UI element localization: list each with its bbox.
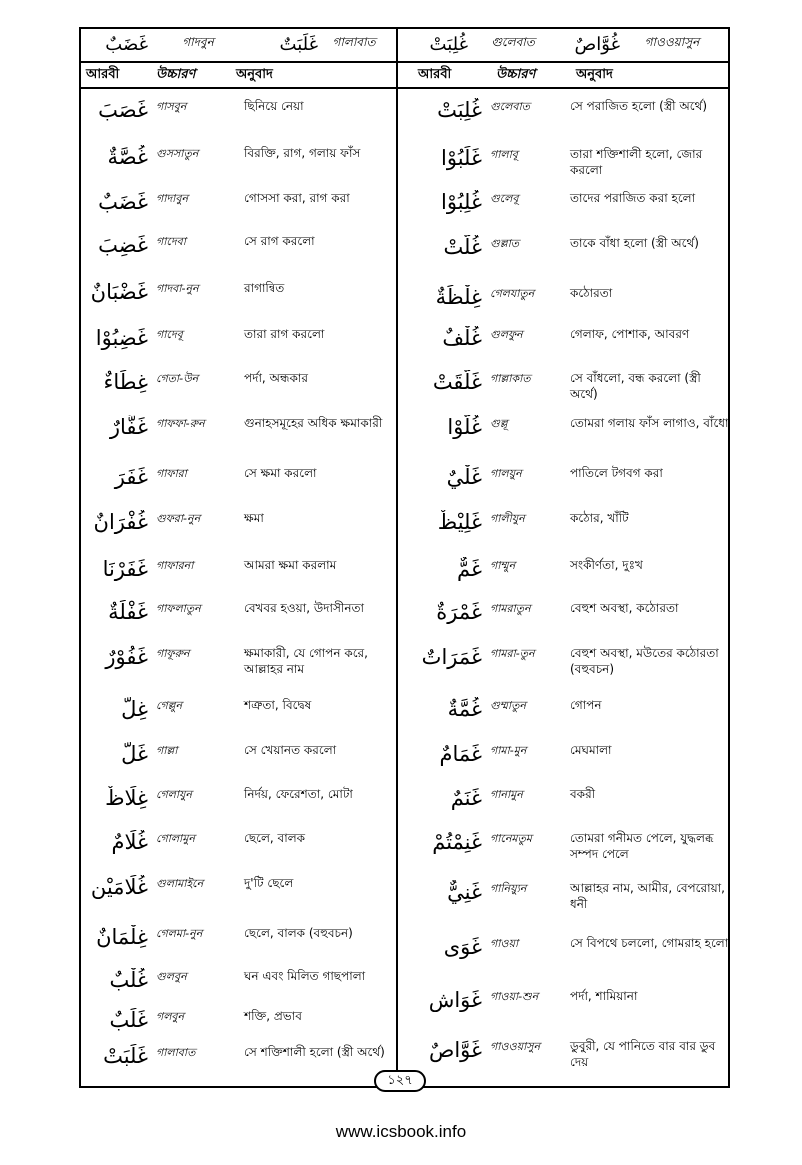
entry-pronunciation: গুল্লাত	[490, 237, 520, 250]
entry-meaning: তোমরা গনীমত পেলে, যুদ্ধলব্ধ সম্পদ পেলে	[570, 831, 714, 861]
entry-meaning: গেলাফ, পোশাক, আবরণ	[570, 327, 690, 341]
entry-arabic: غِلْظَةٌ	[435, 285, 482, 309]
colhead-meaning: অনুবাদ	[576, 66, 613, 82]
entry-meaning: ক্ষমাকারী, যে গোপন করে, আল্লাহর নাম	[244, 646, 368, 676]
dictionary-entry	[404, 235, 730, 259]
entry-meaning: পর্দা, অন্ধকার	[244, 371, 308, 385]
entry-meaning: সে পরাজিত হলো (স্ত্রী অর্থে)	[570, 99, 708, 113]
entry-pronunciation: গুফরা-নুন	[156, 512, 201, 525]
entry-meaning: তোমরা গলায় ফাঁস লাগাও, বাঁধো	[570, 416, 729, 430]
entry-pronunciation: গেল্লুন	[156, 699, 183, 712]
entry-meaning: শত্রুতা, বিদ্বেষ	[244, 698, 312, 712]
dictionary-entry	[86, 280, 394, 304]
running-header-left	[86, 27, 392, 61]
dictionary-entry	[86, 415, 394, 439]
header-right-arabic: غُلِبَتْ	[429, 33, 468, 55]
dictionary-entry	[86, 233, 394, 257]
entry-arabic: غِلَاظٌ	[105, 786, 148, 810]
entry-arabic: غَضِبُوْا	[95, 326, 148, 350]
entry-arabic: غُلَّتْ	[443, 235, 482, 259]
entry-arabic: غُلْبٌ	[109, 968, 148, 992]
dictionary-entry	[404, 285, 730, 309]
entry-pronunciation: গাম্মুন	[490, 559, 516, 572]
entry-meaning: তারা শক্তিশালী হলো, জোর করলো	[570, 147, 703, 177]
entry-meaning: সে বিপথে চললো, গোমরাহ হলো	[570, 936, 729, 950]
dictionary-entry	[404, 600, 730, 624]
colhead-arabic: আরবী	[86, 66, 120, 82]
dictionary-entry	[404, 190, 730, 214]
header-left-pron2: গালাবাত	[332, 35, 376, 49]
entry-pronunciation: গাফারনা	[156, 559, 194, 572]
entry-arabic: غُلُّوْا	[447, 415, 482, 439]
dictionary-entry	[404, 146, 730, 178]
dictionary-entry	[86, 370, 394, 394]
entry-pronunciation: গাল্লা	[156, 744, 178, 757]
entry-meaning: ছেলে, বালক (বহুবচন)	[244, 926, 353, 940]
entry-pronunciation: গাওওয়াসুন	[490, 1040, 541, 1053]
entry-pronunciation: গামরা-তুন	[490, 647, 535, 660]
entry-arabic: غَلَّ	[121, 742, 148, 766]
entry-meaning: ছেলে, বালক	[244, 831, 306, 845]
dictionary-entry	[404, 465, 730, 489]
entry-pronunciation: গাদাবুন	[156, 192, 189, 205]
dictionary-entry	[86, 742, 394, 766]
entry-meaning: ক্ষমা	[244, 511, 264, 525]
entry-arabic: غَفَرْنَا	[102, 557, 148, 581]
colhead-meaning: অনুবাদ	[236, 66, 273, 82]
dictionary-entry	[404, 510, 730, 534]
entry-meaning: গোসসা করা, রাগ করা	[244, 191, 350, 205]
header-left-arabic: غَضَبٌ	[105, 33, 148, 55]
dictionary-entry	[86, 98, 394, 122]
entry-meaning: ঘন এবং মিলিত গাছপালা	[244, 969, 366, 983]
entry-pronunciation: গুসসাতুন	[156, 147, 199, 160]
entry-pronunciation: গাফূরুন	[156, 647, 190, 660]
entry-arabic: غَنِيٌّ	[447, 880, 482, 904]
colhead-left	[86, 64, 273, 86]
dictionary-entry	[86, 697, 394, 721]
entry-pronunciation: গেলযাতুন	[490, 287, 535, 300]
entry-meaning: কঠোর, খাঁটি	[570, 511, 629, 525]
dictionary-entry	[86, 968, 394, 992]
entry-arabic: غُلَامٌ	[111, 830, 148, 854]
entry-meaning: গুনাহসমূহের অধিক ক্ষমাকারী	[244, 416, 383, 430]
dictionary-entry	[86, 557, 394, 581]
entry-meaning: দু'টি ছেলে	[244, 876, 294, 890]
entry-pronunciation: গুলেবাত	[490, 100, 530, 113]
dictionary-entry	[404, 697, 730, 721]
dictionary-entry	[86, 1044, 394, 1068]
entry-meaning: আমরা ক্ষমা করলাম	[244, 558, 337, 572]
entry-meaning: বিরক্তি, রাগ, গলায় ফাঁস	[244, 146, 361, 160]
header-left-pron: গাদবুন	[182, 35, 214, 49]
footer-url[interactable]: www.icsbook.info	[335, 1122, 467, 1141]
dictionary-entry	[86, 875, 394, 899]
entry-pronunciation: গানেমতুম	[490, 832, 532, 845]
entry-meaning: বকরী	[570, 787, 596, 801]
entry-pronunciation: গলবুন	[156, 1010, 185, 1023]
entry-arabic: غَصَبَ	[98, 98, 148, 122]
entry-meaning: সে ক্ষমা করলো	[244, 466, 317, 480]
entry-pronunciation: গাল্লাকাত	[490, 372, 531, 385]
dictionary-entry	[404, 326, 730, 350]
entry-meaning: ছিনিয়ে নেয়া	[244, 99, 304, 113]
entry-arabic: غَنَمٌ	[450, 786, 482, 810]
dictionary-entry	[86, 786, 394, 810]
entry-arabic: غُلِبَتْ	[437, 98, 482, 122]
entry-arabic: غَلَبٌ	[109, 1008, 148, 1032]
entry-meaning: আল্লাহর নাম, আমীর, বেপরোয়া, ধনী	[570, 881, 725, 911]
entry-arabic: غَلَبُوْا	[441, 146, 482, 170]
entry-meaning: সে শক্তিশালী হলো (স্ত্রী অর্থে)	[244, 1045, 385, 1059]
entry-meaning: সংকীর্ণতা, দুঃখ	[570, 558, 643, 572]
entry-arabic: غَضَبٌ	[98, 190, 148, 214]
entry-pronunciation: গাওয়া-শুন	[490, 990, 539, 1003]
entry-arabic: غَلَّقَتْ	[432, 370, 482, 394]
entry-arabic: غَمَرَاتٌ	[421, 645, 482, 669]
entry-pronunciation: গাফফা-রুন	[156, 417, 205, 430]
entry-arabic: غِلْمَانٌ	[96, 925, 148, 949]
dictionary-entry	[86, 190, 394, 214]
entry-pronunciation: গুম্মাতুন	[490, 699, 526, 712]
entry-pronunciation: গাসবুন	[156, 100, 187, 113]
dictionary-entry	[86, 645, 394, 677]
entry-meaning: কঠোরতা	[570, 286, 613, 300]
entry-pronunciation: গালাবূ	[490, 148, 518, 161]
colhead-right	[418, 64, 613, 86]
dictionary-entry	[404, 935, 730, 959]
entry-pronunciation: গাদেবূ	[156, 328, 183, 341]
dictionary-entry	[404, 786, 730, 810]
dictionary-entry	[86, 925, 394, 949]
entry-arabic: غَوَاشٍ	[428, 988, 482, 1012]
entry-pronunciation: গেতা-উন	[156, 372, 199, 385]
entry-pronunciation: গাফলাতুন	[156, 602, 201, 615]
entry-arabic: غُفْرَانٌ	[93, 510, 148, 534]
dictionary-entry	[404, 880, 730, 912]
entry-arabic: غَفُوْرٌ	[105, 645, 148, 669]
entry-pronunciation: গাদেবা	[156, 235, 186, 248]
entry-arabic: غِلٌّ	[121, 697, 148, 721]
entry-pronunciation: গুলফুন	[490, 328, 523, 341]
entry-arabic: غَمَامٌ	[439, 742, 482, 766]
entry-arabic: غَوَى	[443, 935, 482, 959]
dictionary-entry	[404, 645, 730, 677]
entry-arabic: غُمَّةٌ	[447, 697, 482, 721]
dictionary-entry	[404, 742, 730, 766]
entry-meaning: বেহুশ অবস্থা, মউতের কঠোরতা (বহুবচন)	[570, 646, 719, 676]
dictionary-entry	[86, 830, 394, 854]
running-header-right	[402, 27, 726, 61]
entry-meaning: ডুবুরী, যে পানিতে বার বার ডুব দেয়	[570, 1039, 716, 1069]
entry-pronunciation: গেলাযুন	[156, 788, 192, 801]
dictionary-entry	[404, 98, 730, 122]
entry-arabic: غُلَامَيْنِ	[90, 875, 148, 899]
dictionary-entry	[404, 415, 730, 439]
entry-arabic: غَنِمْتُمْ	[432, 830, 482, 854]
entry-pronunciation: গাফারা	[156, 467, 187, 480]
entry-pronunciation: গামা-মুন	[490, 744, 527, 757]
entry-arabic: غَضِبَ	[98, 233, 148, 257]
entry-pronunciation: গুলেবূ	[490, 192, 519, 205]
colhead-rule	[79, 87, 730, 89]
column-divider	[396, 27, 398, 1088]
entry-arabic: غَفَرَ	[114, 465, 148, 489]
entry-meaning: সে রাগ করলো	[244, 234, 315, 248]
header-right-arabic2: غُوَّاصٌ	[574, 33, 620, 55]
entry-arabic: غَلِيْظٌ	[437, 510, 482, 534]
entry-arabic: غُصَّةٌ	[107, 145, 148, 169]
entry-meaning: মেঘমালা	[570, 743, 612, 757]
entry-pronunciation: গুল্লূ	[490, 417, 508, 430]
entry-arabic: غَلْيٌ	[446, 465, 482, 489]
entry-arabic: غَضْبَانٌ	[90, 280, 148, 304]
entry-meaning: বেখবর হওয়া, উদাসীনতা	[244, 601, 364, 615]
header-right-pron: গুলেবাত	[491, 35, 535, 49]
entry-meaning: সে বাঁধলো, বন্ধ করলো (স্ত্রী অর্থে)	[570, 371, 701, 401]
dictionary-entry	[404, 1038, 730, 1070]
dictionary-entry	[86, 510, 394, 534]
entry-pronunciation: গালীযুন	[490, 512, 525, 525]
entry-arabic: غُلِبُوْا	[441, 190, 482, 214]
header-right-pron2: গাওওয়াসুন	[644, 35, 700, 49]
entry-arabic: غَفَّارٌ	[109, 415, 148, 439]
entry-pronunciation: গামরাতুন	[490, 602, 531, 615]
entry-meaning: রাগান্বিত	[244, 281, 285, 295]
header-left-arabic2: غَلَبَتٌ	[279, 33, 318, 55]
entry-meaning: তাকে বাঁধা হলো (স্ত্রী অর্থে)	[570, 236, 699, 250]
entry-arabic: غِطَاءٌ	[103, 370, 148, 394]
header-rule	[79, 61, 730, 63]
entry-arabic: غَمْرَةٌ	[436, 600, 482, 624]
entry-arabic: غَفْلَةٌ	[108, 600, 148, 624]
entry-pronunciation: গুলামাইনে	[156, 877, 204, 890]
entry-meaning: তাদের পরাজিত করা হলো	[570, 191, 696, 205]
entry-meaning: পাতিলে টগবগ করা	[570, 466, 663, 480]
entry-arabic: غَوَّاصٌ	[428, 1038, 482, 1062]
dictionary-entry	[86, 1008, 394, 1032]
entry-pronunciation: গালয়ুন	[490, 467, 522, 480]
entry-pronunciation: গানিয়্যুন	[490, 882, 527, 895]
entry-pronunciation: গাওয়া	[490, 937, 519, 950]
entry-pronunciation: গানামুন	[490, 788, 523, 801]
entry-arabic: غَمٌّ	[457, 557, 482, 581]
colhead-pron: উচ্চারণ	[156, 66, 196, 82]
entry-meaning: গোপন	[570, 698, 602, 712]
page-number: ১২৭	[374, 1070, 426, 1092]
entry-arabic: غُلْفٌ	[442, 326, 482, 350]
entry-meaning: পর্দা, শামিয়ানা	[570, 989, 638, 1003]
entry-meaning: শক্তি, প্রভাব	[244, 1009, 302, 1023]
entry-pronunciation: গুলবুন	[156, 970, 187, 983]
dictionary-entry	[404, 830, 730, 862]
entry-meaning: বেহুশ অবস্থা, কঠোরতা	[570, 601, 679, 615]
dictionary-entry	[404, 370, 730, 402]
entry-meaning: সে খেয়ানত করলো	[244, 743, 337, 757]
entry-pronunciation: গালাবাত	[156, 1046, 196, 1059]
entry-pronunciation: গেলমা-নুন	[156, 927, 203, 940]
entry-pronunciation: গাদবা-নুন	[156, 282, 199, 295]
colhead-arabic: আরবী	[418, 66, 452, 82]
dictionary-entry	[86, 600, 394, 624]
entry-pronunciation: গোলামুন	[156, 832, 195, 845]
colhead-pron: উচ্চারণ	[496, 66, 536, 82]
dictionary-entry	[86, 326, 394, 350]
entry-arabic: غَلَبَتْ	[103, 1044, 148, 1068]
dictionary-entry	[404, 988, 730, 1012]
entry-meaning: তারা রাগ করলো	[244, 327, 325, 341]
dictionary-entry	[86, 465, 394, 489]
dictionary-entry	[86, 145, 394, 169]
entry-meaning: নির্দয়, ফেরেশতা, মোটা	[244, 787, 353, 801]
dictionary-entry	[404, 557, 730, 581]
